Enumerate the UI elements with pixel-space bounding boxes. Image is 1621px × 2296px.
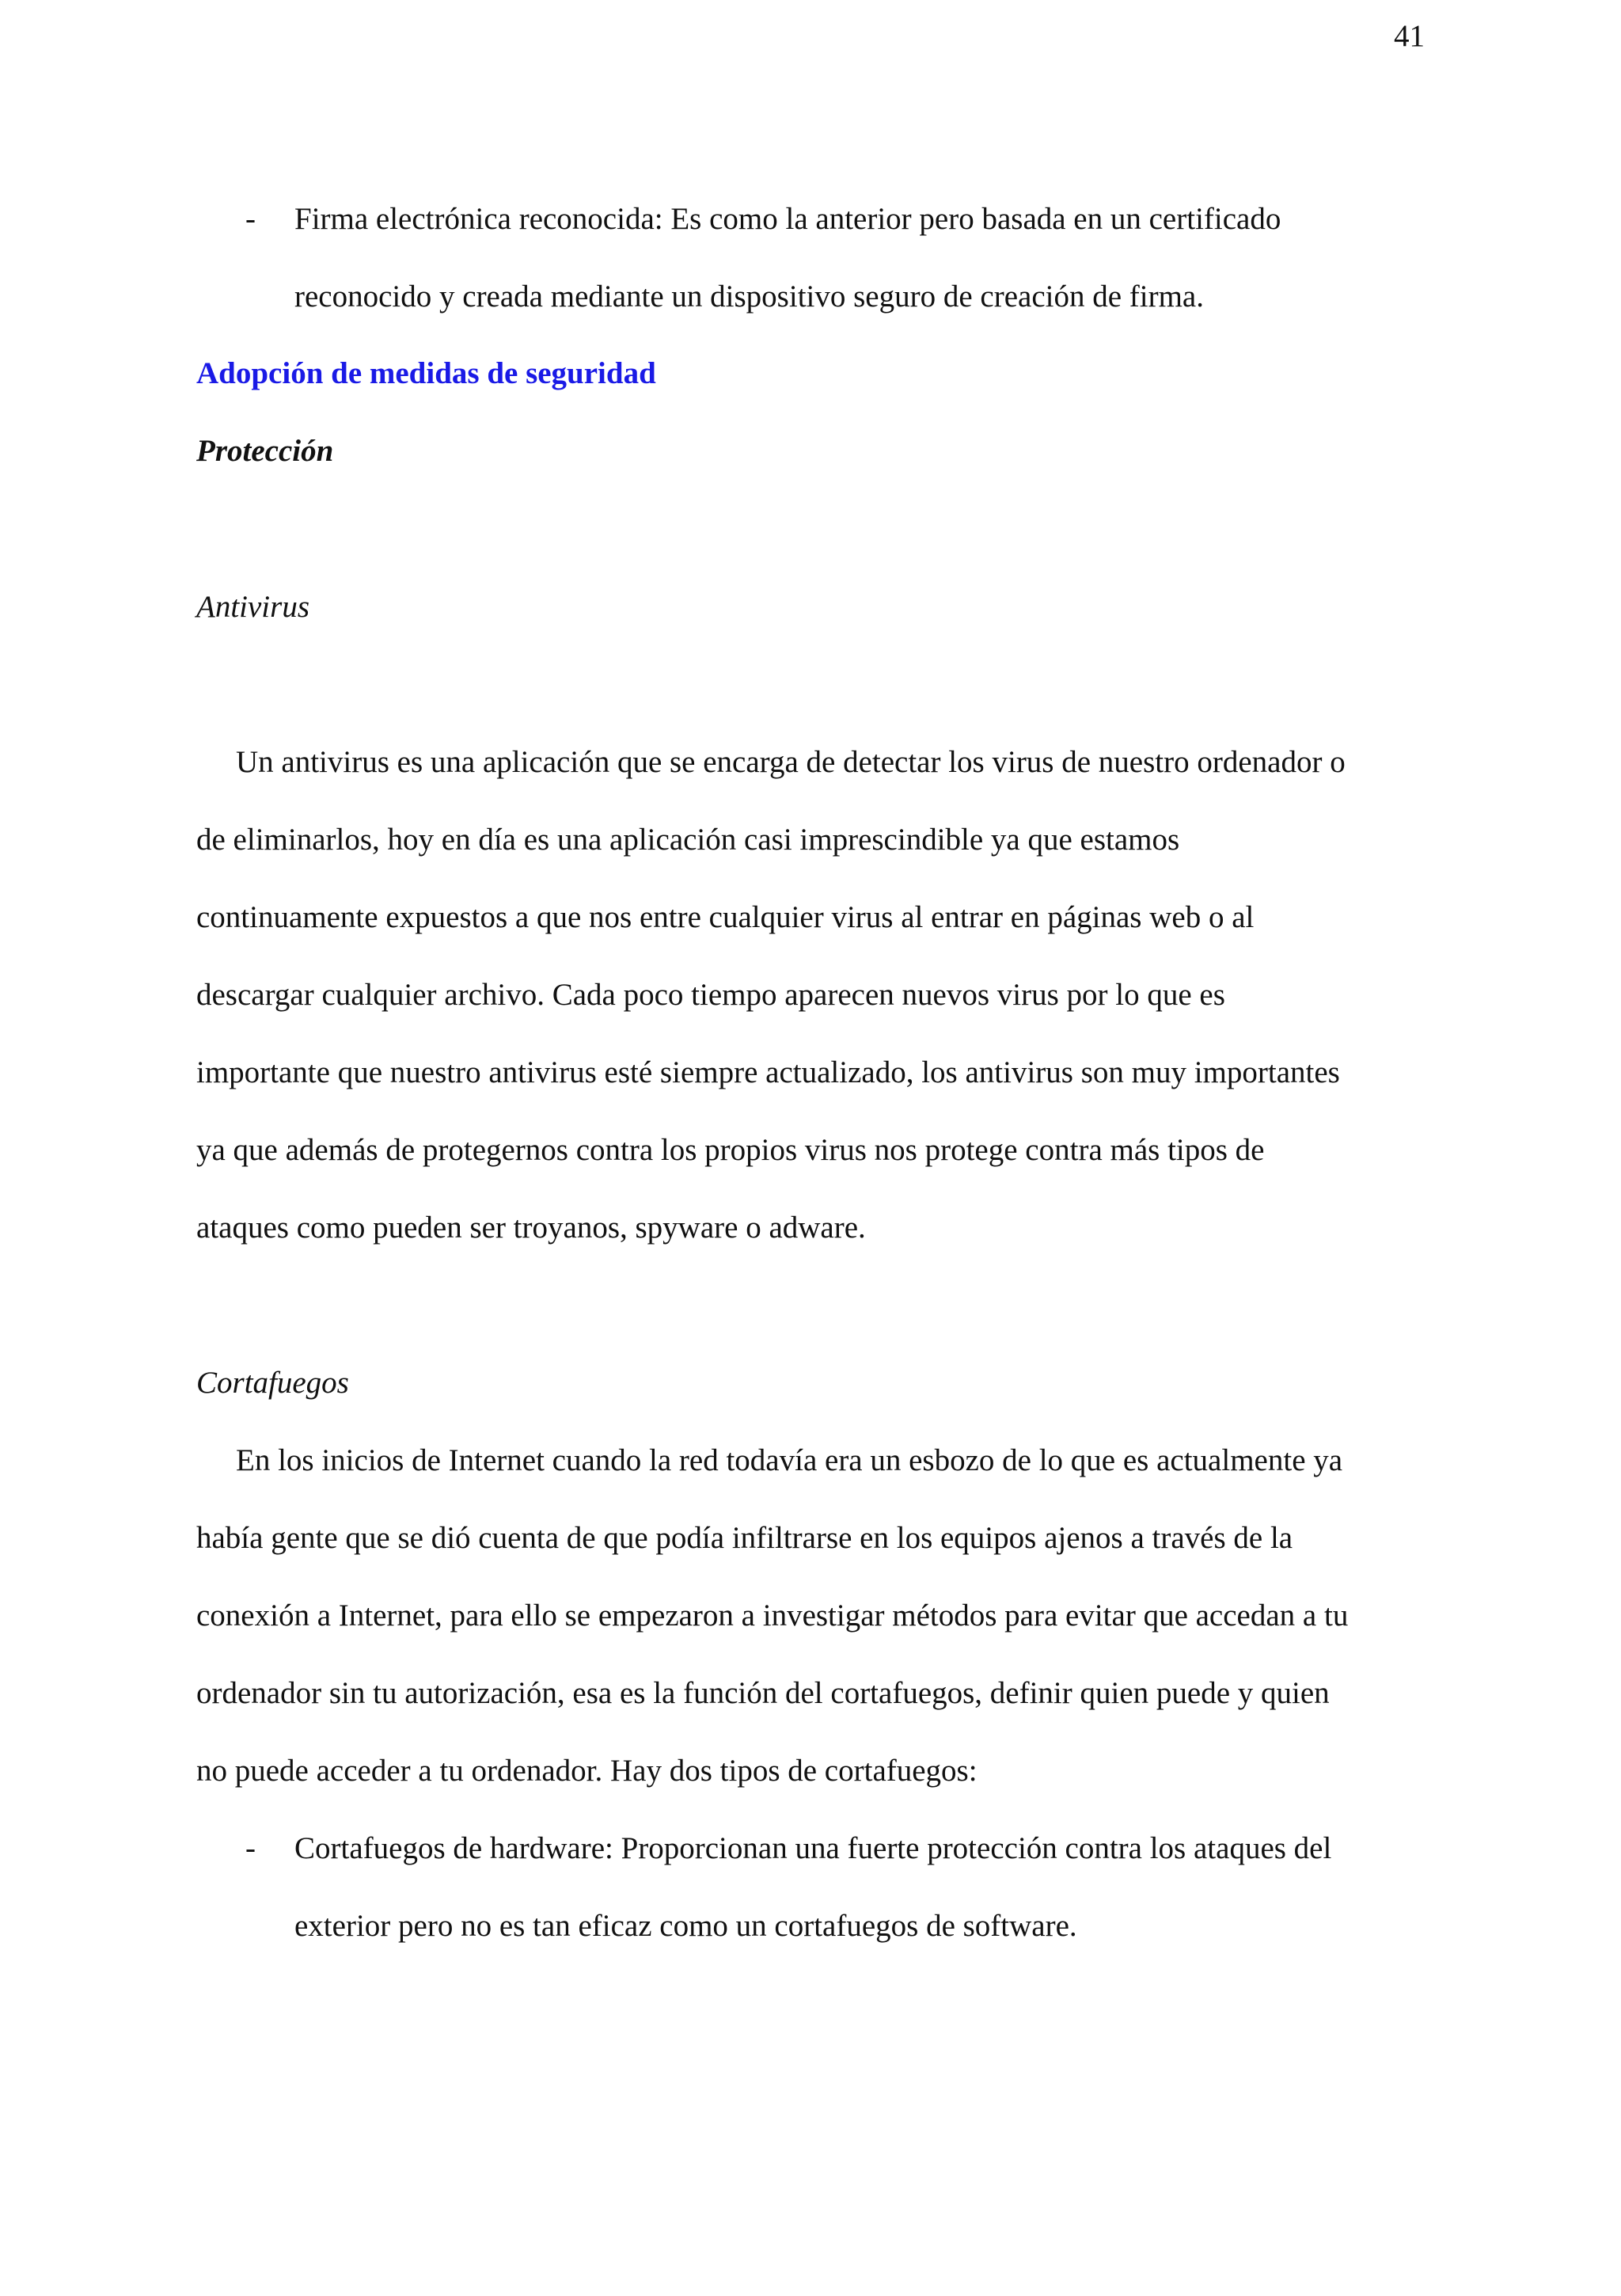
antivirus-heading: Antivirus [196, 590, 309, 624]
paragraph-line: había gente que se dió cuenta de que podía infiltrarse en los equipos ajenos a través de la [196, 1521, 1293, 1555]
bullet-dash: - [245, 1831, 256, 1865]
paragraph-line: Un antivirus es una aplicación que se encarga de detectar los virus de nuestro ordenador o [236, 745, 1346, 779]
paragraph-line: descargar cualquier archivo. Cada poco tiempo aparecen nuevos virus por lo que es [196, 978, 1225, 1012]
section-heading: Adopción de medidas de seguridad [196, 356, 656, 390]
paragraph-line: importante que nuestro antivirus esté siempre actualizado, los antivirus son muy importantes [196, 1055, 1340, 1089]
bullet-dash: - [245, 202, 256, 236]
bullet-text-line: reconocido y creada mediante un dispositivo seguro de creación de firma. [294, 279, 1204, 314]
bullet-text-line: exterior pero no es tan eficaz como un cortafuegos de software. [294, 1909, 1077, 1943]
paragraph-line: continuamente expuestos a que nos entre cualquier virus al entrar en páginas web o al [196, 900, 1255, 934]
page-number: 41 [1394, 19, 1425, 53]
paragraph-line: En los inicios de Internet cuando la red todavía era un esbozo de lo que es actualmente ya [236, 1443, 1343, 1477]
paragraph-line: no puede acceder a tu ordenador. Hay dos tipos de cortafuegos: [196, 1754, 978, 1788]
bullet-text-line: Cortafuegos de hardware: Proporcionan una fuerte protección contra los ataques del [294, 1831, 1332, 1865]
paragraph-line: ya que además de protegernos contra los propios virus nos protege contra más tipos de [196, 1133, 1265, 1167]
paragraph-line: ordenador sin tu autorización, esa es la función del cortafuegos, definir quien puede y quien [196, 1676, 1330, 1710]
paragraph-line: de eliminarlos, hoy en día es una aplicación casi imprescindible ya que estamos [196, 823, 1180, 857]
cortafuegos-heading: Cortafuegos [196, 1366, 349, 1400]
bullet-text-line: Firma electrónica reconocida: Es como la anterior pero basada en un certificado [294, 202, 1281, 236]
paragraph-line: ataques como pueden ser troyanos, spyware o adware. [196, 1211, 866, 1245]
subsection-heading: Protección [196, 434, 334, 468]
paragraph-line: conexión a Internet, para ello se empezaron a investigar métodos para evitar que accedan a tu [196, 1598, 1349, 1633]
